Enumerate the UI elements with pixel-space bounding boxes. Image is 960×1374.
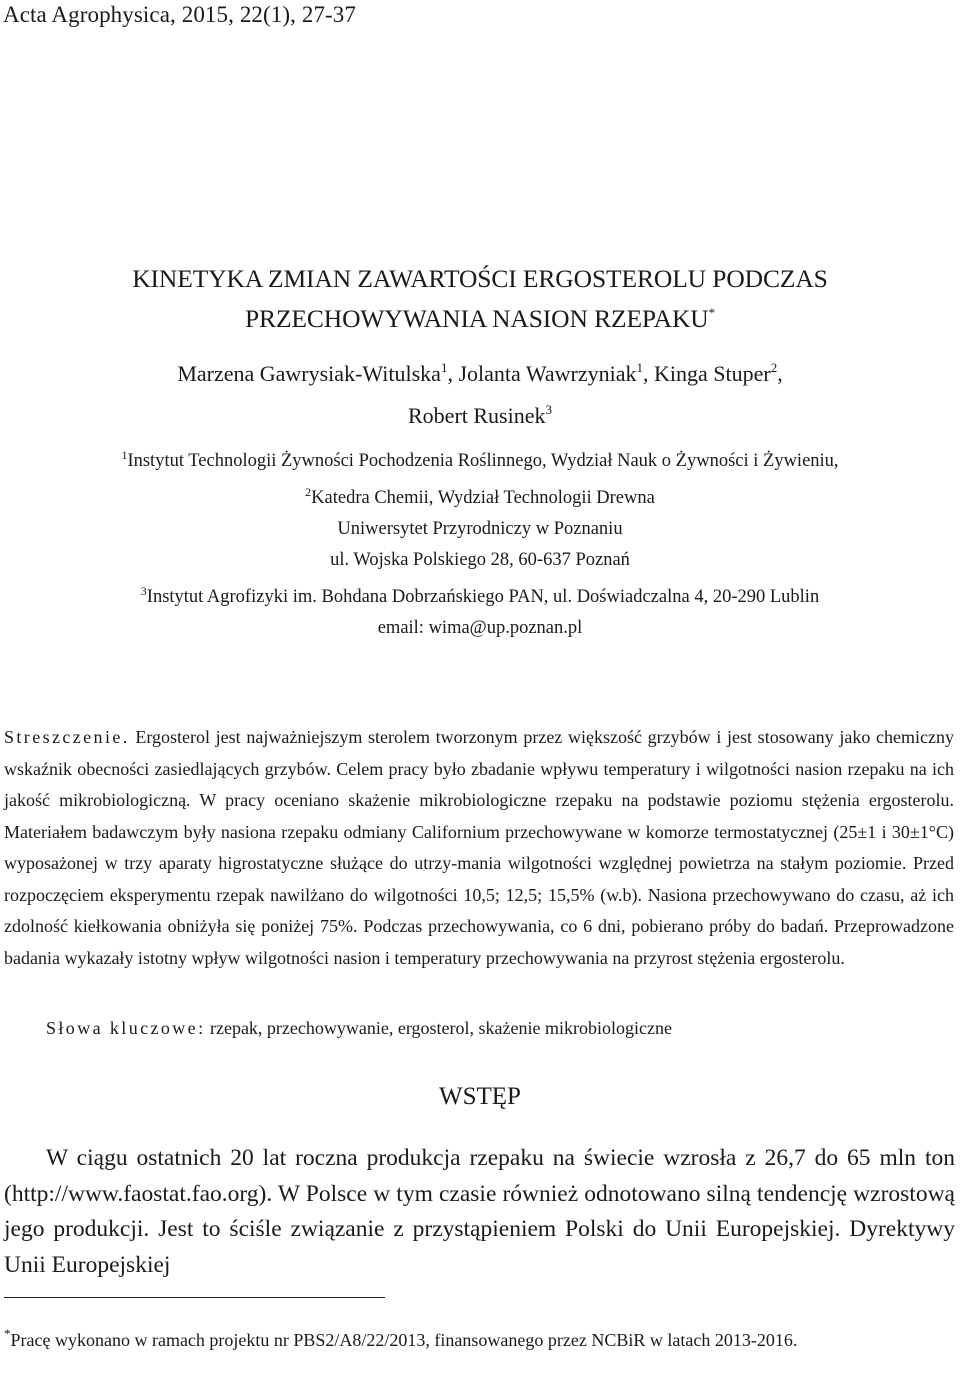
university-address: ul. Wojska Polskiego 28, 60-637 Poznań	[330, 550, 630, 570]
paper-title	[0, 262, 960, 336]
affiliation-number: 2	[305, 485, 312, 499]
university-name: Uniwersytet Przyrodniczy w Poznaniu	[337, 519, 623, 539]
author-name: Kinga Stuper	[653, 361, 771, 386]
keywords	[46, 1013, 946, 1044]
affiliation-text: Instytut Technologii Żywności Pochodzenia Roślinnego, Wydział Nauk o Żywności i Żywieniu,	[127, 451, 839, 471]
abstract	[4, 722, 954, 974]
author-name: Robert Rusinek	[408, 403, 546, 428]
footnote-mark: *	[4, 1326, 11, 1341]
affiliations	[0, 440, 960, 644]
intro-paragraph: W ciągu ostatnich 20 lat roczna produkcja rzepaku na świecie wzrosła z 26,7 do 65 mln ton (http://www.faostat.fao.org). W Polsce w tym czasie również odnotowano silną tendencję wzrostową jego produkcji. Jest to ściśle związanie z przystąpieniem Polski do Unii Europejskiej. Dyrektywy Unii Europejskiej	[4, 1145, 955, 1278]
affiliation-number: 3	[140, 584, 147, 598]
author-name: Marzena Gawrysiak-Witulska	[177, 361, 441, 386]
footnote-text: Pracę wykonano w ramach projektu nr PBS2/A8/22/2013, finansowanego przez NCBiR w latach 2013-2016.	[10, 1330, 798, 1350]
author-separator: ,	[777, 361, 783, 386]
author-list	[0, 350, 960, 434]
affiliation-3	[0, 576, 960, 613]
affiliation-1	[0, 440, 960, 477]
affiliation-2	[0, 477, 960, 514]
author-line-2	[0, 392, 960, 434]
contact-email: email: wima@up.poznan.pl	[377, 618, 583, 638]
footnote	[4, 1318, 955, 1356]
abstract-text: Ergosterol jest najważniejszym sterolem tworzonym przez większość grzybów i jest stosowany jako chemiczny wskaźnik obecności zasiedlających grzybów. Celem pracy było zbadanie wpływu temperatury i wilgotności nasion rzepaku na ich jakość mikrobiologiczną. W pracy oceniano skażenie mikrobiologiczne rzepaku na podstawie poziomu stężenia ergosterolu. Materiałem badawczym były nasiona rzepaku odmiany Californium przechowywane w komorze termostatycznej (25±1 i 30±1°C) wyposażonej w trzy aparaty higrostatyczne służące do utrzy-mania wilgotności względnej powietrza na stałym poziomie. Przed rozpoczęciem eksperymentu rzepak nawilżano do wilgotności 10,5; 12,5; 15,5% (w.b). Nasiona przechowywano do czasu, aż ich zdolność kiełkowania obniżyła się poniżej 75%. Podczas przechowywania, co 6 dni, pobierano próby do badań. Przeprowadzone badania wykazały istotny wpływ wilgotności nasion i temperatury przechowywania na przyrost stężenia ergosterolu.	[4, 727, 955, 968]
affiliation-number: 1	[121, 448, 128, 462]
author-separator: ,	[447, 361, 459, 386]
footnote-divider	[4, 1297, 385, 1298]
affiliation-text: Instytut Agrofizyki im. Bohdana Dobrzańskiego PAN, ul. Doświadczalna 4, 20-290 Lublin	[146, 587, 820, 607]
title-line-1: KINETYKA ZMIAN ZAWARTOŚCI ERGOSTEROLU PODCZAS	[132, 264, 828, 293]
journal-reference: Acta Agrophysica, 2015, 22(1), 27-37	[3, 2, 357, 27]
author-line-1	[0, 350, 960, 392]
keywords-text: rzepak, przechowywanie, ergosterol, skażenie mikrobiologiczne	[205, 1018, 672, 1038]
section-heading: WSTĘP	[439, 1083, 521, 1110]
title-line-2-text: PRZECHOWYWANIA NASION RZEPAKU	[244, 304, 709, 333]
author-affil-mark: 1	[440, 360, 448, 375]
title-footnote-mark: *	[708, 305, 716, 320]
author-affil-mark: 2	[770, 360, 778, 375]
author-name: Jolanta Wawrzyniak	[458, 361, 637, 386]
author-affil-mark: 1	[636, 360, 643, 375]
abstract-label: Streszczenie.	[4, 727, 130, 747]
title-line-2	[0, 296, 960, 336]
author-affil-mark: 3	[545, 402, 552, 417]
affiliation-text: Katedra Chemii, Wydział Technologii Drewna	[311, 488, 655, 508]
author-separator: ,	[642, 361, 654, 386]
keywords-label: Słowa kluczowe:	[46, 1018, 206, 1038]
